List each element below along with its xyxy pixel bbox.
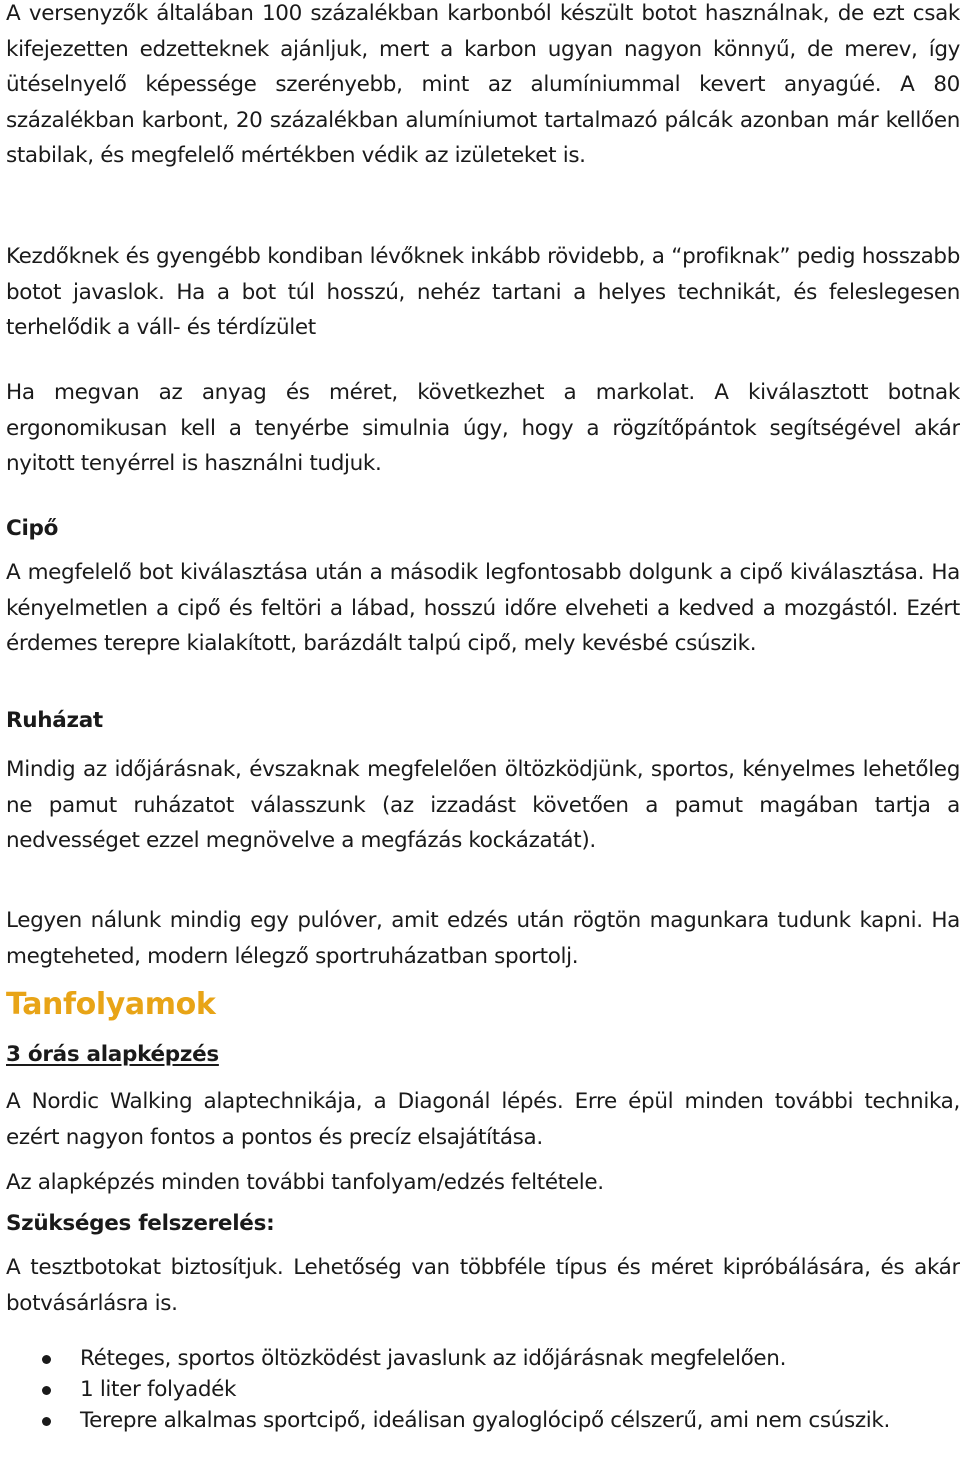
paragraph-carbon-poles: A versenyzők általában 100 százalékban karbonból készült botot használnak, de ezt csak kifejezetten edzetteknek ajánljuk, mert a karbon ugyan nagyon könnyű, de merev, így ütéselnyelő képessége szerényebb, mint az alumíniummal kevert anyagúé. A 80 százalékban karbont, 20 százalékban alumíniumot tartalmazó pálcák azonban már kellően stabilak, és megfelelő mértékben védik az izületeket is. [6, 1, 960, 168]
list-item [6, 1374, 960, 1405]
paragraph-test-poles: A tesztbotokat biztosítjuk. Lehetőség van többféle típus és méret kipróbálására, és akár botvásárlásra is. [6, 1255, 960, 1316]
paragraph-shoes: A megfelelő bot kiválasztása után a második legfontosabb dolgunk a cipő kiválasztása. Ha kényelmetlen a cipő és feltöri a lábad, hosszú időre elveheti a kedved a mozgástól. Ezért érdemes terepre kialakított, barázdált talpú cipő, mely kevésbé csúszik. [6, 560, 960, 656]
list-item [6, 1343, 960, 1374]
list-item-text: Réteges, sportos öltözködést javaslunk az időjárásnak megfelelően. [80, 1346, 787, 1371]
bullet-icon [42, 1355, 51, 1364]
heading-clothing: Ruházat [6, 708, 103, 733]
bullet-icon [42, 1417, 51, 1426]
heading-basic-course: 3 órás alapképzés [6, 1042, 219, 1067]
paragraph-grip: Ha megvan az anyag és méret, következhet a markolat. A kiválasztott botnak ergonomikusan kell a tenyérbe simulnia úgy, hogy a rögzítőpántok segítségével akár nyitott tenyérrel is használni tudjuk. [6, 380, 960, 476]
heading-shoes: Cipő [6, 516, 59, 541]
list-item [6, 1405, 960, 1436]
equipment-list [6, 1343, 960, 1436]
paragraph-basic-technique: A Nordic Walking alaptechnikája, a Diagonál lépés. Erre épül minden további technika, ezért nagyon fontos a pontos és precíz elsajátítása. [6, 1089, 960, 1150]
heading-equipment: Szükséges felszerelés: [6, 1211, 275, 1236]
list-item-text: 1 liter folyadék [80, 1377, 237, 1402]
paragraph-sweater: Legyen nálunk mindig egy pulóver, amit edzés után rögtön magunkara tudunk kapni. Ha megteheted, modern lélegző sportruházatban sportolj. [6, 908, 960, 969]
paragraph-prerequisite: Az alapképzés minden további tanfolyam/edzés feltétele. [6, 1170, 604, 1195]
paragraph-pole-length: Kezdőknek és gyengébb kondiban lévőknek inkább rövidebb, a “profiknak” pedig hosszabb botot javaslok. Ha a bot túl hosszú, nehéz tartani a helyes technikát, és feleslegesen terhelődik a váll- és térdízület [6, 244, 960, 340]
bullet-icon [42, 1386, 51, 1395]
list-item-text: Terepre alkalmas sportcipő, ideálisan gyaloglócipő célszerű, ami nem csúszik. [80, 1408, 890, 1433]
heading-courses: Tanfolyamok [6, 987, 216, 1022]
paragraph-clothing: Mindig az időjárásnak, évszaknak megfelelően öltözködjünk, sportos, kényelmes lehetőleg ne pamut ruházatot válasszunk (az izzadást követően a pamut magában tartja a nedvességet ezzel megnövelve a megfázás kockázatát). [6, 757, 960, 853]
